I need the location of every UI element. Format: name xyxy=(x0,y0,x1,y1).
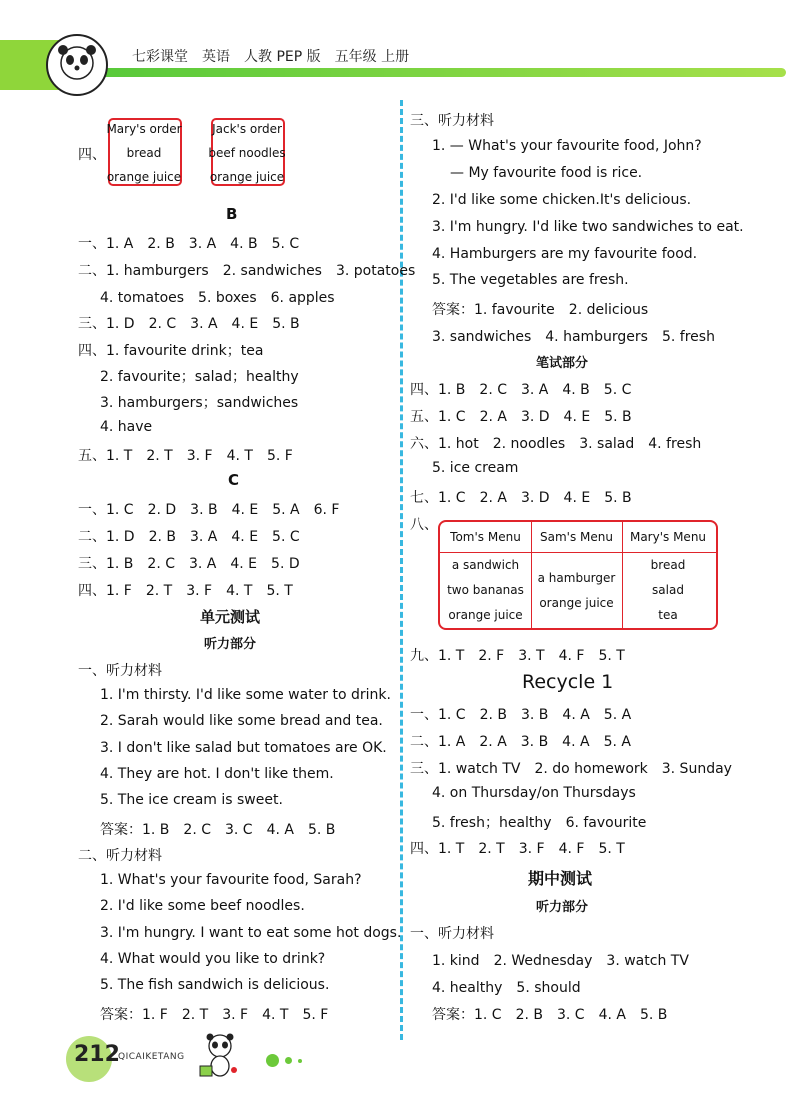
answer-line: 5. ice cream xyxy=(432,460,519,476)
menu-table xyxy=(438,520,718,630)
header-bar xyxy=(96,68,786,77)
footer-dot xyxy=(298,1059,302,1063)
answer-line: 二、1. hamburgers 2. sandwiches 3. potatoes xyxy=(78,263,416,279)
heading-written: 笔试部分 xyxy=(536,356,589,371)
order-jack-item: beef noodles xyxy=(208,146,286,160)
listening-line: 3. I'm hungry. I'd like two sandwiches to eat. xyxy=(432,219,744,235)
answer-line: 答案：1. C 2. B 3. C 4. A 5. B xyxy=(432,1007,668,1023)
answer-line: 四、1. B 2. C 3. A 4. B 5. C xyxy=(410,382,632,398)
listening-line: — My favourite food is rice. xyxy=(450,165,643,181)
listening-line: 1. I'm thirsty. I'd like some water to drink. xyxy=(100,687,391,703)
answer-line: 4. healthy 5. should xyxy=(432,980,581,996)
listening-line: 1. What's your favourite food, Sarah? xyxy=(100,872,362,888)
listening-line: 5. The vegetables are fresh. xyxy=(432,272,629,288)
panda-mascot-icon xyxy=(196,1030,242,1080)
menu-item: bread xyxy=(650,558,686,572)
answer-line: 2. favourite；salad；healthy xyxy=(100,369,299,385)
order-mary-item: orange juice xyxy=(106,170,182,184)
footer-dot xyxy=(285,1057,292,1064)
answer-line: 答案：1. favourite 2. delicious xyxy=(432,302,649,318)
heading-b: B xyxy=(226,205,238,223)
menu-header-mary: Mary's Menu xyxy=(629,530,707,544)
section-4-label: 四、 xyxy=(78,147,106,163)
answer-line: 四、1. F 2. T 3. F 4. T 5. T xyxy=(78,583,293,599)
answer-line: 三、1. B 2. C 3. A 4. E 5. D xyxy=(78,556,300,572)
listening-line: 1. — What's your favourite food, John? xyxy=(432,138,702,154)
answer-line: 答案：1. B 2. C 3. C 4. A 5. B xyxy=(100,822,336,838)
panda-logo-icon xyxy=(46,34,108,96)
answer-line: 三、1. D 2. C 3. A 4. E 5. B xyxy=(78,316,300,332)
order-mary-title: Mary's order xyxy=(106,122,182,136)
menu-item: orange juice xyxy=(448,608,523,622)
answer-line: 1. kind 2. Wednesday 3. watch TV xyxy=(432,953,689,969)
listening-line: 2. I'd like some chicken.It's delicious. xyxy=(432,192,692,208)
menu-header-sam: Sam's Menu xyxy=(540,530,613,544)
answer-line: 一、1. C 2. D 3. B 4. E 5. A 6. F xyxy=(78,502,340,518)
answer-line: 二、1. D 2. B 3. A 4. E 5. C xyxy=(78,529,300,545)
answer-line: 七、1. C 2. A 3. D 4. E 5. B xyxy=(410,490,632,506)
menu-item: a hamburger xyxy=(537,571,616,585)
answer-line: 3. sandwiches 4. hamburgers 5. fresh xyxy=(432,329,715,345)
menu-item: a sandwich xyxy=(451,558,520,572)
page-number: 212 xyxy=(74,1042,120,1067)
listening-line: 2. Sarah would like some bread and tea. xyxy=(100,713,383,729)
listening-line: 4. What would you like to drink? xyxy=(100,951,326,967)
listening-line: 3. I'm hungry. I want to eat some hot dogs. xyxy=(100,925,402,941)
order-mary-item: bread xyxy=(126,146,162,160)
answer-line: 五、1. T 2. T 3. F 4. T 5. F xyxy=(78,448,293,464)
section-title: 二、听力材料 xyxy=(78,848,162,864)
heading-unit-test: 单元测试 xyxy=(200,608,261,626)
heading-listening: 听力部分 xyxy=(204,637,257,652)
menu-item: two bananas xyxy=(447,583,524,597)
menu-item: tea xyxy=(658,608,678,622)
section-8-label: 八、 xyxy=(410,517,438,533)
section-title: 三、听力材料 xyxy=(410,113,494,129)
footer-dot xyxy=(266,1054,279,1067)
answer-line: 二、1. A 2. A 3. B 4. A 5. A xyxy=(410,734,631,750)
answer-line: 4. have xyxy=(100,419,153,435)
answer-line: 3. hamburgers；sandwiches xyxy=(100,395,299,411)
listening-line: 4. Hamburgers are my favourite food. xyxy=(432,246,698,262)
heading-midterm: 期中测试 xyxy=(528,869,593,888)
menu-item: salad xyxy=(652,583,684,597)
answer-line: 九、1. T 2. F 3. T 4. F 5. T xyxy=(410,648,625,664)
answer-line: 五、1. C 2. A 3. D 4. E 5. B xyxy=(410,409,632,425)
answer-line: 一、1. C 2. B 3. B 4. A 5. A xyxy=(410,707,632,723)
listening-line: 5. The ice cream is sweet. xyxy=(100,792,283,808)
answer-line: 4. on Thursday/on Thursdays xyxy=(432,785,636,801)
menu-item: orange juice xyxy=(539,596,614,610)
header-title: 七彩课堂 英语 人教 PEP 版 五年级 上册 xyxy=(132,49,410,65)
section-title: 一、听力材料 xyxy=(78,663,162,679)
listening-line: 3. I don't like salad but tomatoes are OK. xyxy=(100,740,387,756)
answer-line: 三、1. watch TV 2. do homework 3. Sunday xyxy=(410,761,732,777)
footer-brand: QICAIKETANG xyxy=(118,1052,185,1062)
answer-line: 4. tomatoes 5. boxes 6. apples xyxy=(100,290,335,306)
heading-c: C xyxy=(228,471,240,489)
order-jack-item: orange juice xyxy=(209,170,285,184)
section-title: 一、听力材料 xyxy=(410,926,494,942)
answer-line: 答案：1. F 2. T 3. F 4. T 5. F xyxy=(100,1007,329,1023)
order-jack-title: Jack's order xyxy=(212,122,282,136)
column-divider xyxy=(400,100,403,1040)
heading-recycle: Recycle 1 xyxy=(522,671,614,693)
answer-line: 四、1. favourite drink；tea xyxy=(78,343,264,359)
menu-header-tom: Tom's Menu xyxy=(450,530,521,544)
answer-line: 5. fresh；healthy 6. favourite xyxy=(432,815,647,831)
listening-line: 5. The fish sandwich is delicious. xyxy=(100,977,330,993)
listening-line: 4. They are hot. I don't like them. xyxy=(100,766,334,782)
answer-line: 一、1. A 2. B 3. A 4. B 5. C xyxy=(78,236,300,252)
listening-line: 2. I'd like some beef noodles. xyxy=(100,898,305,914)
heading-listening-2: 听力部分 xyxy=(536,900,589,915)
answer-line: 六、1. hot 2. noodles 3. salad 4. fresh xyxy=(410,436,702,452)
answer-line: 四、1. T 2. T 3. F 4. F 5. T xyxy=(410,841,625,857)
